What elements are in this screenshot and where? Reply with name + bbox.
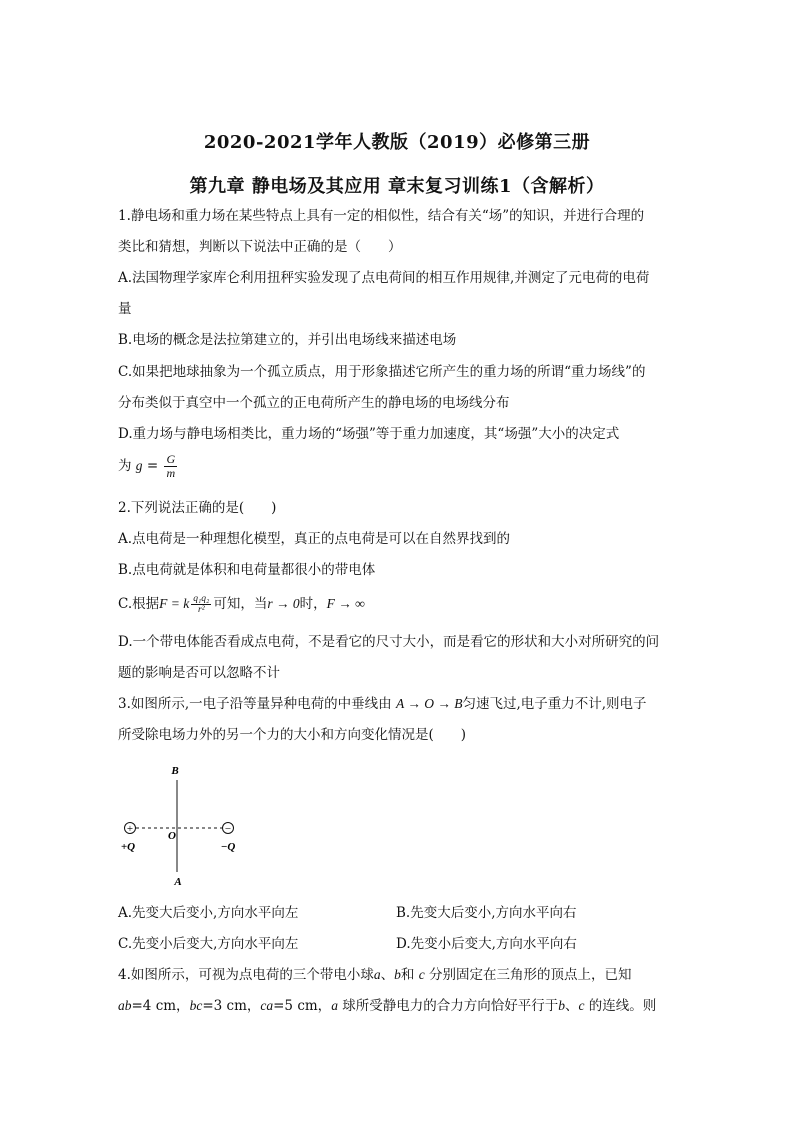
q3-label-b: B	[171, 765, 179, 777]
document-title: 2020-2021学年人教版（2019）必修第三册	[203, 132, 591, 153]
q1-stem-line2: 类比和猜想，判断以下说法中正确的是（ ）	[118, 239, 402, 255]
q3-figure	[112, 760, 252, 890]
q2-c-prefix: C.根据	[118, 596, 160, 612]
q2-c-mid2: 时，	[299, 596, 327, 612]
q1-option-b: B.电场的概念是法拉第建立的，并引出电场线来描述电场	[118, 332, 457, 348]
q4-side-ab-value: =4 cm，	[131, 998, 190, 1014]
q4-and: 和	[400, 967, 419, 983]
q2-c-denominator: r²	[198, 605, 205, 615]
q4-side-ca: ca	[260, 998, 274, 1013]
q2-c-numerator: q₁q₂	[193, 594, 210, 604]
q2-c-eq: = k	[167, 596, 190, 611]
q1-d-var-g: g	[135, 458, 143, 473]
q4-suffix: 分别固定在三角形的顶点上，已知	[424, 967, 632, 983]
q2-option-d-line1: D.一个带电体能否看成点电荷，不是看它的尺寸大小，而是看它的形状和大小对所研究的问	[118, 634, 660, 650]
q2-c-limit-f: F → ∞	[326, 596, 365, 611]
q3-path: A → O → B	[395, 696, 463, 711]
q3-label-a: A	[174, 876, 182, 888]
q4-side-bc-value: =3 cm，	[202, 998, 261, 1014]
q3-option-c: C.先变小后变大,方向水平向左	[118, 936, 299, 952]
q1-d-eq: =	[142, 458, 163, 474]
q4-stem-line1	[118, 965, 683, 985]
q1-option-a-line1: A.法国物理学家库仑利用扭秤实验发现了点电荷间的相互作用规律,并测定了元电荷的电荷	[118, 270, 650, 286]
q4-ball-a-ref: a	[331, 998, 338, 1013]
q1-option-c-line2: 分布类似于真空中一个孤立的正电荷所产生的静电场的电场线分布	[118, 395, 510, 411]
q2-option-d-line2: 题的影响是否可以忽略不计	[118, 665, 280, 681]
q4-ball-b: b	[394, 967, 401, 982]
q3-minus-sign: −	[224, 823, 232, 835]
q2-c-var-f: F	[159, 596, 168, 611]
q3-option-b: B.先变大后变小,方向水平向右	[396, 905, 577, 921]
q2-c-limit-r: r → 0	[267, 596, 300, 611]
q2-stem: 2.下列说法正确的是( )	[118, 500, 277, 516]
q4-side-ca-value: =5 cm，	[273, 998, 332, 1014]
document-subtitle: 第九章 静电场及其应用 章末复习训练1（含解析）	[189, 176, 605, 197]
q1-d-prefix: 为	[118, 458, 136, 474]
q3-plus-sign: +	[126, 823, 134, 835]
q4-prefix: 4.如图所示，可视为点电荷的三个带电小球	[118, 967, 374, 983]
q4-mid: 球所受静电力的合力方向恰好平行于	[337, 998, 559, 1014]
q3-stem-prefix: 3.如图所示,一电子沿等量异种电荷的中垂线由	[118, 696, 396, 712]
q3-label-minus-q: −Q	[220, 841, 236, 853]
q3-option-a: A.先变大后变小,方向水平向左	[118, 905, 299, 921]
q4-ball-c-ref: c	[578, 998, 585, 1013]
q2-option-c	[118, 591, 683, 617]
q2-option-a: A.点电荷是一种理想化模型，真正的点电荷是可以在自然界找到的	[118, 531, 511, 547]
q4-ball-b-ref: b	[558, 998, 565, 1013]
q3-stem-line1	[118, 694, 683, 714]
q4-side-bc: bc	[189, 998, 203, 1013]
q3-label-o: O	[168, 830, 176, 842]
q4-sep2: 、	[564, 998, 579, 1014]
q4-sep1: 、	[380, 967, 395, 983]
q1-d-denominator: m	[166, 466, 176, 480]
q1-d-numerator: G	[166, 452, 176, 466]
q1-option-d-line2	[118, 452, 683, 480]
q1-option-a-line2: 量	[118, 301, 132, 317]
q2-c-mid: 可知，当	[213, 596, 268, 612]
q4-end: 的连线。则	[584, 998, 657, 1014]
q1-option-d-line1: D.重力场与静电场相类比，重力场的“场强”等于重力加速度，其“场强”大小的决定式	[118, 426, 620, 442]
q1-stem-line1: 1.静电场和重力场在某些特点上具有一定的相似性，结合有关“场”的知识，并进行合理的	[118, 208, 645, 224]
q3-label-plus-q: +Q	[120, 841, 136, 853]
q4-ball-a: a	[373, 967, 381, 982]
q2-c-fraction	[191, 594, 211, 615]
q1-d-fraction	[164, 453, 177, 480]
q4-side-ab: ab	[118, 998, 132, 1013]
q3-stem-suffix: 匀速飞过,电子重力不计,则电子	[462, 696, 647, 712]
q1-option-c-line1: C.如果把地球抽象为一个孤立质点，用于形象描述它所产生的重力场的所谓“重力场线”的	[118, 364, 646, 380]
q2-option-b: B.点电荷就是体积和电荷量都很小的带电体	[118, 562, 376, 578]
q3-option-d: D.先变小后变大,方向水平向右	[396, 936, 577, 952]
q4-stem-line2	[118, 996, 683, 1016]
q3-stem-line2: 所受除电场力外的另一个力的大小和方向变化情况是( )	[118, 727, 467, 743]
q4-ball-c: c	[418, 967, 425, 982]
